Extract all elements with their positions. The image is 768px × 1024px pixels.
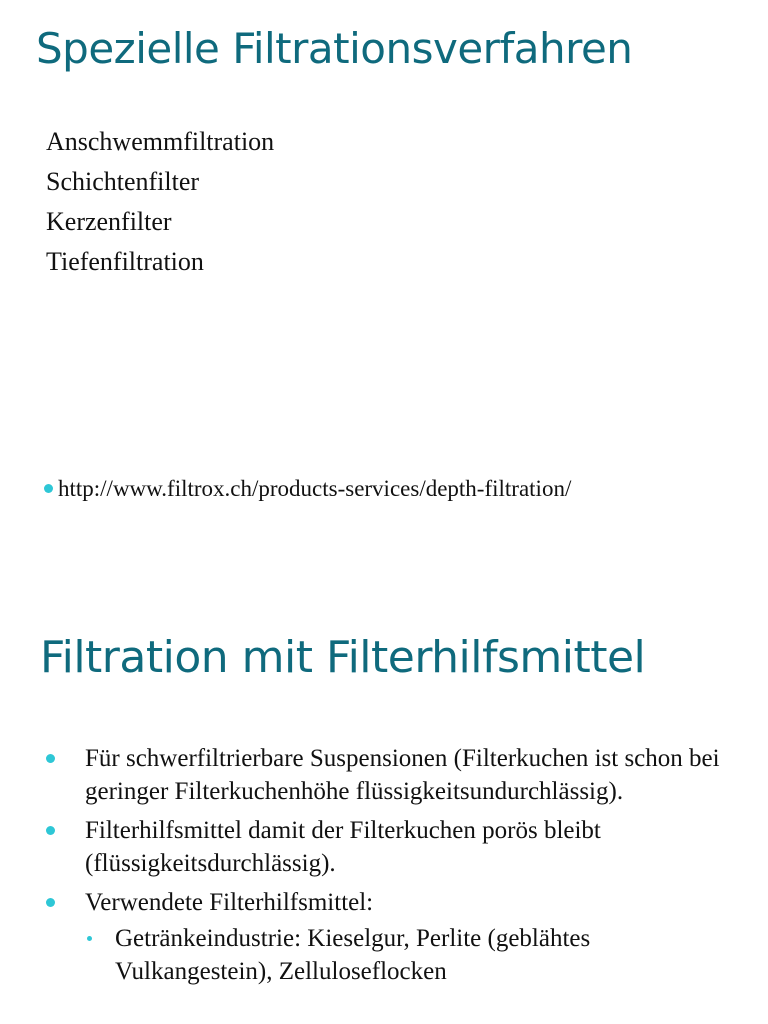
slide-title: Filtration mit Filterhilfsmittel (40, 632, 646, 683)
sub-list-item (85, 922, 734, 988)
list-item: Tiefenfiltration (46, 247, 204, 276)
bullet-text: Verwendete Filterhilfsmittel: (85, 889, 374, 916)
bullet-icon (46, 754, 55, 763)
list-item: Schichtenfilter (46, 167, 200, 196)
list-item (44, 814, 734, 880)
bullet-icon (46, 826, 55, 835)
method-list (46, 122, 274, 282)
reference-link[interactable]: http://www.filtrox.ch/products-services/depth-filtration/ (58, 476, 572, 501)
bullet-list (44, 742, 734, 994)
sub-bullet-text: Getränkeindustrie: Kieselgur, Perlite (geblähtes Vulkangestein), Zelluloseflocken (115, 925, 591, 985)
slide-filtration-mit-filterhilfsmittel (0, 580, 768, 1024)
list-item (44, 886, 734, 988)
list-item: Anschwemmfiltration (46, 127, 275, 156)
list-item: Kerzenfilter (46, 207, 172, 236)
list-item (44, 742, 734, 808)
bullet-icon (46, 898, 55, 907)
slide-title: Spezielle Filtrationsverfahren (36, 24, 633, 73)
bullet-text: Filterhilfsmittel damit der Filterkuchen porös bleibt (flüssigkeitsdurchlässig). (85, 817, 601, 877)
bullet-icon (44, 484, 53, 493)
sub-bullet-list (85, 922, 734, 988)
reference-link-item (44, 476, 571, 502)
sub-bullet-icon (87, 936, 92, 941)
bullet-text: Für schwerfiltrierbare Suspensionen (Filterkuchen ist schon bei geringer Filterkuchenhöhe flüssigkeitsundurchlässig). (85, 745, 720, 805)
